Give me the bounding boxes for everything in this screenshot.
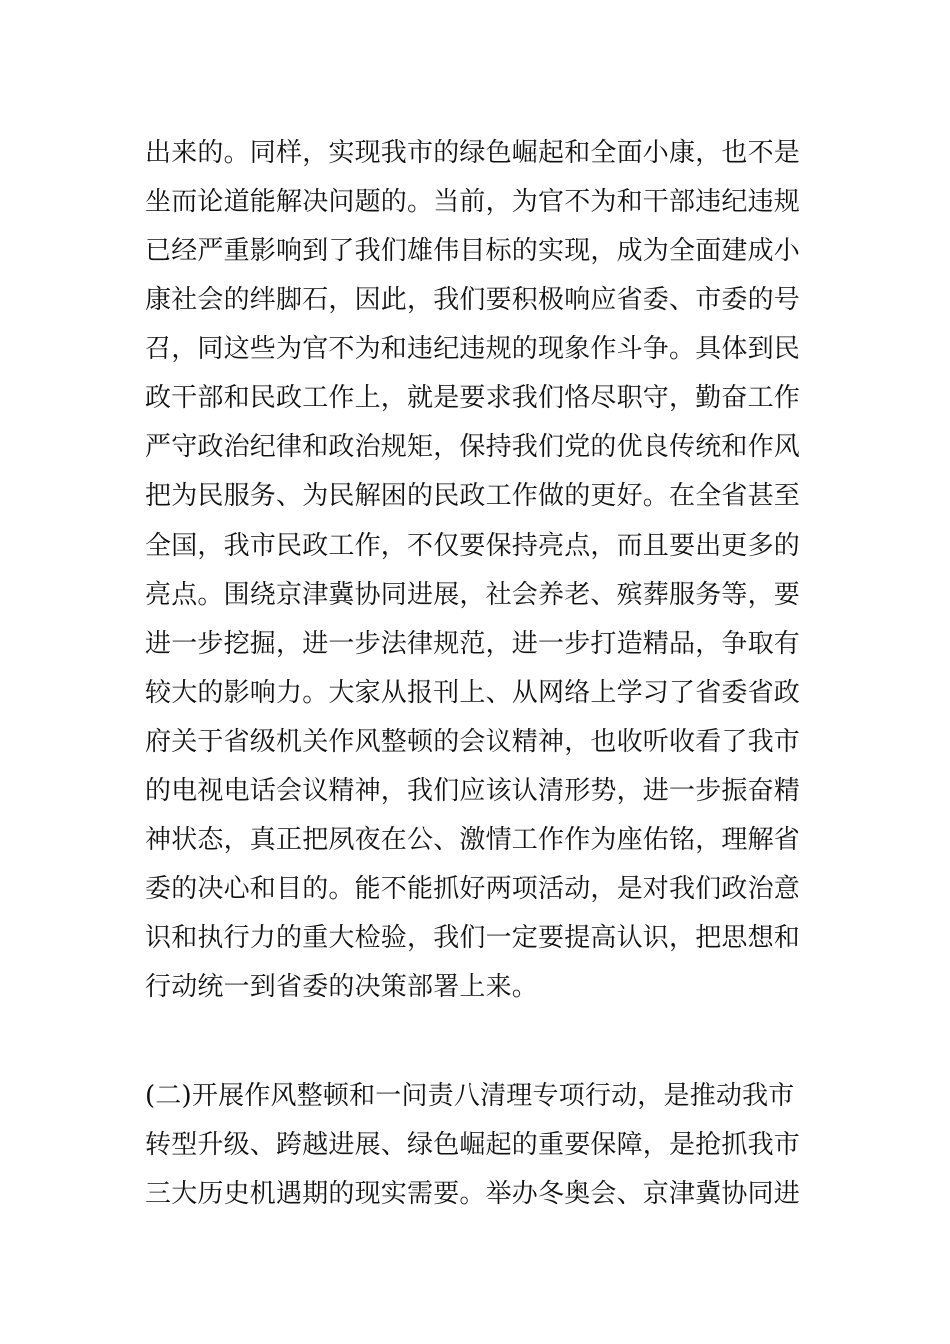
text-line: (二)开展作风整顿和一问责八清理专项行动，是推动我市 — [145, 1081, 795, 1111]
text-line: 亮点。围绕京津冀协同进展，社会养老、殡葬服务等，要 — [145, 580, 801, 610]
text-line: 全国，我市民政工作，不仅要保持亮点，而且要出更多的 — [145, 531, 801, 561]
text-line: 三大历史机遇期的现实需要。举办冬奥会、京津冀协同进 — [145, 1179, 801, 1209]
text-line: 进一步挖掘，进一步法律规范，进一步打造精品，争取有 — [145, 629, 801, 659]
text-line: 已经严重影响到了我们雄伟目标的实现，成为全面建成小 — [145, 236, 801, 266]
text-line: 严守政治纪律和政治规矩，保持我们党的优良传统和作风 — [145, 432, 801, 462]
text-line: 行动统一到省委的决策部署上来。 — [145, 972, 539, 1002]
text-line: 神状态，真正把夙夜在公、激情工作作为座佑铭，理解省 — [145, 825, 801, 855]
text-line: 识和执行力的重大检验，我们一定要提高认识，把思想和 — [145, 923, 801, 953]
text-line: 府关于省级机关作风整顿的会议精神，也收听收看了我市 — [145, 727, 801, 757]
text-line: 召，同这些为官不为和违纪违规的现象作斗争。具体到民 — [145, 334, 801, 364]
text-line: 坐而论道能解决问题的。当前，为官不为和干部违纪违规 — [145, 187, 801, 217]
text-line: 政干部和民政工作上，就是要求我们恪尽职守，勤奋工作 — [145, 383, 801, 413]
text-line: 康社会的绊脚石，因此，我们要积极响应省委、市委的号 — [145, 285, 801, 315]
text-line: 转型升级、跨越进展、绿色崛起的重要保障，是抢抓我市 — [145, 1130, 801, 1160]
text-line: 较大的影响力。大家从报刊上、从网络上学习了省委省政 — [145, 678, 801, 708]
text-line: 的电视电话会议精神，我们应该认清形势，进一步振奋精 — [145, 776, 801, 806]
text-line: 出来的。同样，实现我市的绿色崛起和全面小康，也不是 — [145, 138, 801, 168]
text-line: 委的决心和目的。能不能抓好两项活动，是对我们政治意 — [145, 874, 801, 904]
text-line: 把为民服务、为民解困的民政工作做的更好。在全省甚至 — [145, 481, 801, 511]
